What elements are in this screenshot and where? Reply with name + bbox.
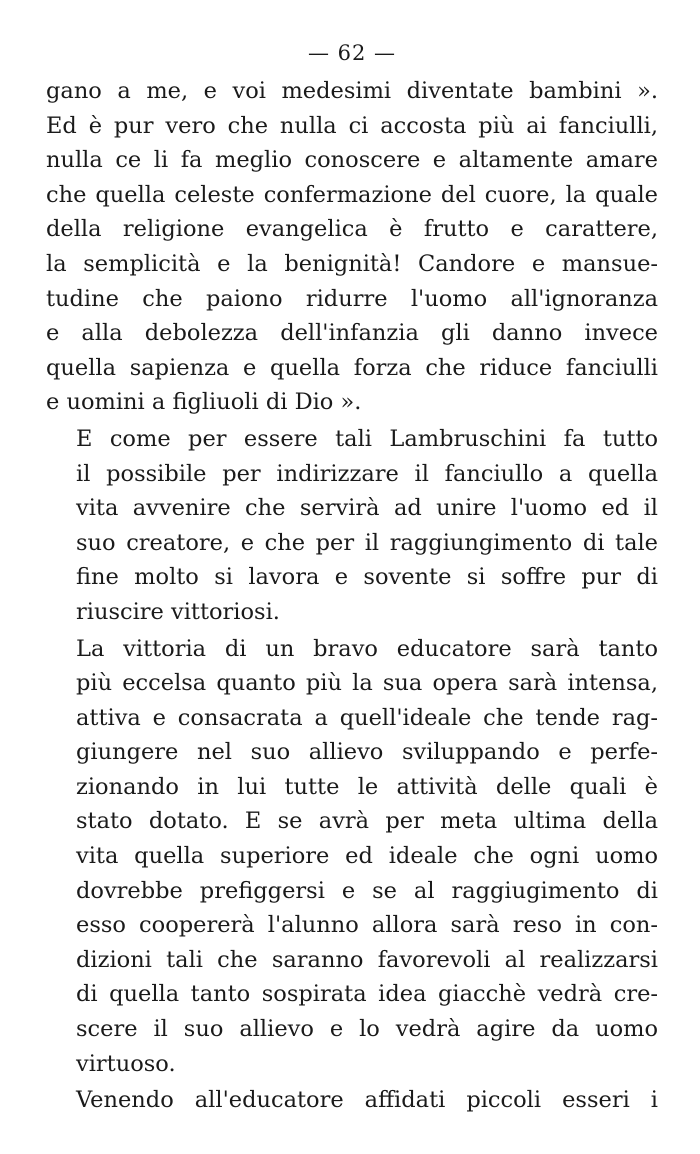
text-line: il possibile per indirizzare il fanciullo a quella [76,460,658,487]
text-line: zionando in lui tutte le attività delle quali è [76,773,658,800]
text-line: vita avvenire che servirà ad unire l'uomo ed il [76,495,658,522]
text-line: che quella celeste confermazione del cuore, la quale [46,181,658,208]
text-line: virtuoso. [76,1050,176,1077]
text-body [46,74,658,1118]
text-line: stato dotato. E se avrà per meta ultima della [76,808,658,835]
text-line: dovrebbe prefiggersi e se al raggiugimento di [76,877,658,904]
text-line: e alla debolezza dell'infanzia gli danno invece [46,320,658,347]
text-line: attiva e consacrata a quell'ideale che tende rag- [76,704,658,731]
text-line: tudine che paiono ridurre l'uomo all'ignoranza [46,285,658,312]
text-line: Ed è pur vero che nulla ci accosta più ai fanciulli, [46,112,658,139]
text-line: gano a me, e voi medesimi diventate bambini ». [46,78,658,104]
text-line: nulla ce li fa meglio conoscere e altamente amare [46,147,658,174]
text-line: riuscire vittoriosi. [76,598,280,625]
text-line: la semplicità e la benignità! Candore e mansue- [46,250,658,277]
paragraph [46,1083,658,1118]
text-line: e uomini a figliuoli di Dio ». [46,389,362,416]
text-line: esso coopererà l'alunno allora sarà reso in con- [76,912,658,939]
paragraph [46,422,658,630]
text-line: Venendo all'educatore affidati piccoli esseri i [76,1087,658,1114]
text-line: La vittoria di un bravo educatore sarà tanto [76,635,658,662]
text-line: di quella tanto sospirata idea giacchè vedrà cre- [76,981,658,1008]
text-line: vita quella superiore ed ideale che ogni uomo [76,843,658,870]
text-line: fine molto si lavora e sovente si soffre pur di [76,564,658,591]
paragraph [46,74,658,420]
page-number: — 62 — [307,41,397,65]
paragraph [46,632,658,1082]
text-line: giungere nel suo allievo sviluppando e perfe- [76,739,658,766]
text-line: quella sapienza e quella forza che riduce fanciulli [46,354,658,381]
text-line: scere il suo allievo e lo vedrà agire da uomo [76,1016,658,1043]
text-line: suo creatore, e che per il raggiungimento di tale [76,529,658,556]
text-line: più eccelsa quanto più la sua opera sarà intensa, [76,670,658,697]
text-line: della religione evangelica è frutto e carattere, [46,216,658,243]
text-line: E come per essere tali Lambruschini fa tutto [76,425,658,452]
text-line: dizioni tali che saranno favorevoli al realizzarsi [76,946,658,973]
